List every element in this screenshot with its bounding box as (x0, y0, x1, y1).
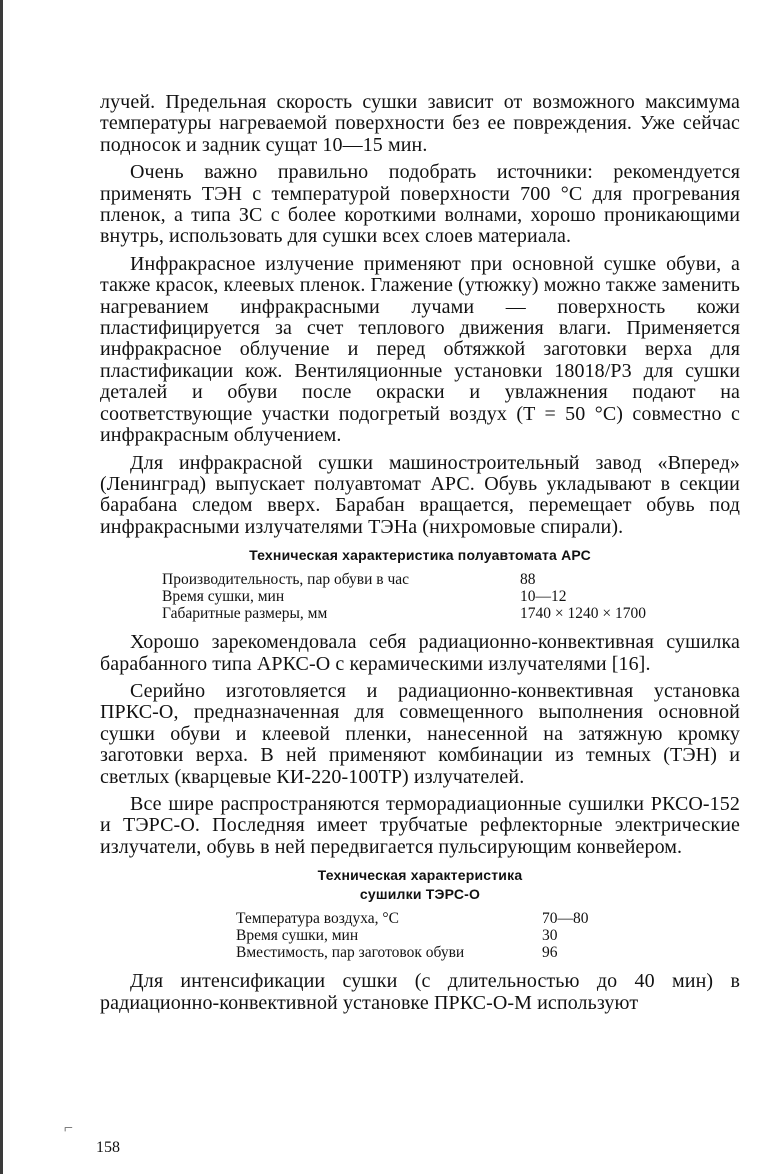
spec-value: 30 (542, 927, 558, 945)
paragraph-intensification: Для интенсификации сушки (с длительностью до 40 мин) в радиационно-конвективной установке ПРКС-О-М используют (100, 970, 740, 1014)
page-binding-edge (0, 0, 3, 1174)
spec-name: Время сушки, мин (236, 927, 359, 945)
table-row (162, 571, 646, 588)
spec-value: 70—80 (542, 910, 589, 928)
paragraph-emitter-selection: Очень важно правильно подобрать источники: рекомендуется применять ТЭН с температурой поверхности 700 °С для прогревания пленок, а типа ЗС с более короткими волнами, хорошо проникающими внутрь, использовать для сушки всех слоев материала. (100, 161, 740, 248)
spec-name: Производительность, пар обуви в час (162, 571, 410, 589)
table-row (162, 588, 646, 605)
table-row (162, 605, 646, 622)
table-ters-title-line1: Техническая характеристика (317, 867, 523, 884)
spec-value: 88 (520, 571, 536, 589)
paragraph-arks-dryer: Хорошо зарекомендовала себя радиационно-конвективная сушилка барабанного типа АРКС-О с керамическими излучателями [16]. (100, 631, 740, 675)
table-row (236, 910, 589, 927)
table-ars-title: Техническая характеристика полуавтомата АРС (249, 547, 591, 564)
table-ters-title (100, 866, 740, 904)
paragraph-ars-machine: Для инфракрасной сушки машиностроительный завод «Вперед» (Ленинград) выпускает полуавтомат АРС. Обувь укладывают в секции барабана следом вверх. Барабан вращается, перемещает обувь под инфракрасными излучателями ТЭНа (нихромовые спирали). (100, 451, 740, 538)
spec-name: Габаритные размеры, мм (162, 605, 328, 623)
spec-value: 10—12 (520, 588, 567, 606)
spec-name: Температура воздуха, °С (236, 910, 399, 928)
paragraph-thermoradiation-dryers: Все шире распространяются терморадиационные сушилки РКСО-152 и ТЭРС-О. Последняя имеет трубчатые рефлекторные электрические излучатели, обувь в ней передвигается пульсирующим конвейером. (100, 792, 740, 858)
spec-value: 1740 × 1240 × 1700 (520, 605, 646, 623)
table-row (236, 927, 589, 944)
table-ters-title-line2: сушилки ТЭРС-О (359, 886, 481, 903)
margin-pencil-mark: ⌐ (64, 1120, 74, 1137)
table-ars-specs (162, 571, 646, 622)
page-number: 158 (96, 1139, 120, 1156)
table-ters-specs (236, 910, 589, 961)
page-content (100, 92, 740, 1020)
paragraph-prks-unit: Серийно изготовляется и радиационно-конвективная установка ПРКС-О, предназначенная для совмещенного выполнения основной сушки обуви и клеевой пленки, нанесенной на затяжную кромку заготовки верха. В ней применяют комбинации из темных (ТЭН) и светлых (кварцевые КИ-220-100ТР) излучателей. (100, 679, 740, 788)
paragraph-drying-speed: лучей. Предельная скорость сушки зависит от возможного максимума температуры нагреваемой поверхности без ее повреждения. Уже сейчас подносок и задник сущат 10—15 мин. (100, 91, 740, 156)
spec-name: Вместимость, пар заготовок обуви (236, 944, 465, 962)
spec-name: Время сушки, мин (162, 588, 285, 606)
spec-value: 96 (542, 944, 558, 962)
paragraph-infrared-uses: Инфракрасное излучение применяют при основной сушке обуви, а также красок, клеевых пленок. Глажение (утюжку) можно также заменить нагреванием инфракрасными лучами — поверхность кожи пластифицируется за счет теплового движения влаги. Применяется инфракрасное облучение и перед обтяжкой заготовки верха для пластификации кож. Вентиляционные установки 18018/Р3 для сушки деталей и обуви после окраски и увлажнения подают на соответствующие участки подогретый воздух (T = 50 °С) совместно с инфракрасным облучением. (100, 252, 740, 447)
table-row (236, 944, 589, 961)
